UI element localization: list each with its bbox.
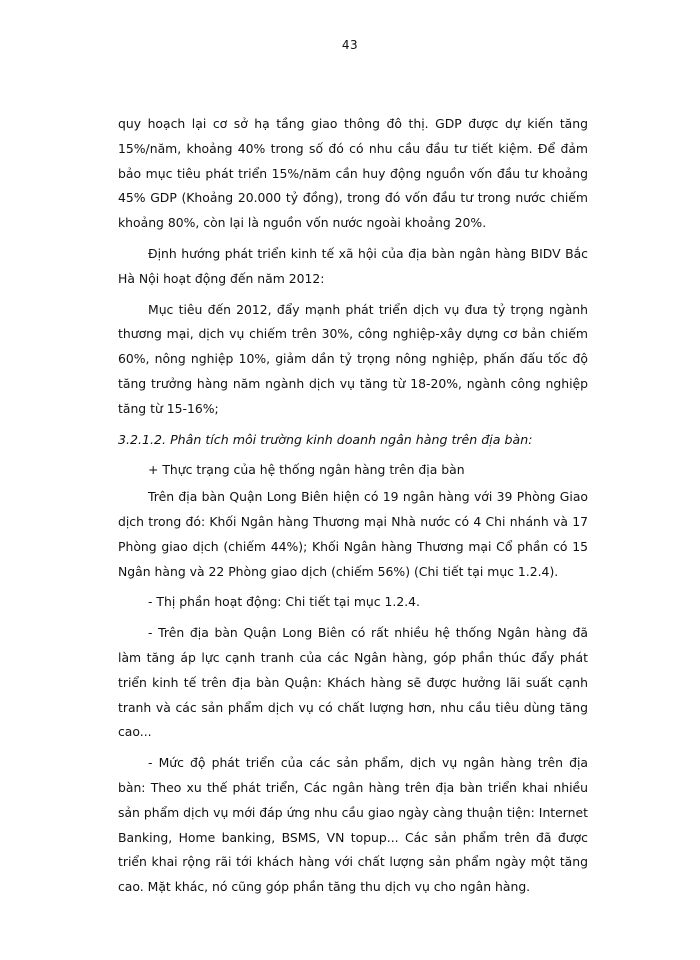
page-number: 43 bbox=[341, 38, 359, 52]
paragraph-targets: Mục tiêu đến 2012, đẩy mạnh phát triển dịch vụ đưa tỷ trọng ngành thương mại, dịch vụ chiếm trên 30%, công nghiệp-xây dựng cơ bản chiếm 60%, nông nghiệp 10%, giảm dần tỷ trọng nông nghiệp, phấn đấu tốc độ tăng trưởng hàng năm ngành dịch vụ tăng từ 18-20%, ngành công nghiệp tăng từ 15-16%; bbox=[118, 301, 588, 416]
paragraph-banking-status-heading: + Thực trạng của hệ thống ngân hàng trên địa bàn bbox=[148, 462, 465, 478]
paragraph-infrastructure: quy hoạch lại cơ sở hạ tầng giao thông đô thị. GDP được dự kiến tăng 15%/năm, khoảng 40% trong số đó có nhu cầu đầu tư tiết kiệm. Để đảm bảo mục tiêu phát triển 15%/năm cần huy động nguồn vốn đầu tư khoảng 45% GDP (Khoảng 20.000 tỷ đồng), trong đó vốn đầu tư trong nước chiếm khoảng 80%, còn lại là nguồn vốn nước ngoài khoảng 20%. bbox=[118, 116, 588, 231]
paragraph-market-share: - Thị phần hoạt động: Chi tiết tại mục 1.2.4. bbox=[148, 594, 420, 610]
section-heading: 3.2.1.2. Phân tích môi trường kinh doanh ngân hàng trên địa bàn: bbox=[118, 431, 533, 447]
paragraph-orientation: Định hướng phát triển kinh tế xã hội của địa bàn ngân hàng BIDV Bắc Hà Nội hoạt động đến năm 2012: bbox=[118, 245, 588, 286]
paragraph-products: - Mức độ phát triển của các sản phẩm, dịch vụ ngân hàng trên địa bàn: Theo xu thế phát triển, Các ngân hàng trên địa bàn triển khai nhiều sản phẩm dịch vụ mới đáp ứng nhu cầu giao ngày càng thuận tiện: Internet Banking, Home banking, BSMS, VN topup... Các sản phẩm trên đã được triển khai rộng rãi tới khách hàng với chất lượng sản phẩm ngày một tăng cao. Mặt khác, nó cũng góp phần tăng thu dịch vụ cho ngân hàng. bbox=[118, 755, 588, 895]
document-body bbox=[118, 112, 588, 906]
paragraph-competition: - Trên địa bàn Quận Long Biên có rất nhiều hệ thống Ngân hàng đã làm tăng áp lực cạnh tranh của các Ngân hàng, góp phần thúc đẩy phát triển kinh tế trên địa bàn Quận: Khách hàng sẽ được hưởng lãi suất cạnh tranh và các sản phẩm dịch vụ có chất lượng hơn, nhu cầu tiêu dùng tăng cao... bbox=[118, 625, 588, 740]
paragraph-bank-count: Trên địa bàn Quận Long Biên hiện có 19 ngân hàng với 39 Phòng Giao dịch trong đó: Khối Ngân hàng Thương mại Nhà nước có 4 Chi nhánh và 17 Phòng giao dịch (chiếm 44%); Khối Ngân hàng Thương mại Cổ phần có 15 Ngân hàng và 22 Phòng giao dịch (chiếm 56%) (Chi tiết tại mục 1.2.4). bbox=[118, 489, 588, 579]
